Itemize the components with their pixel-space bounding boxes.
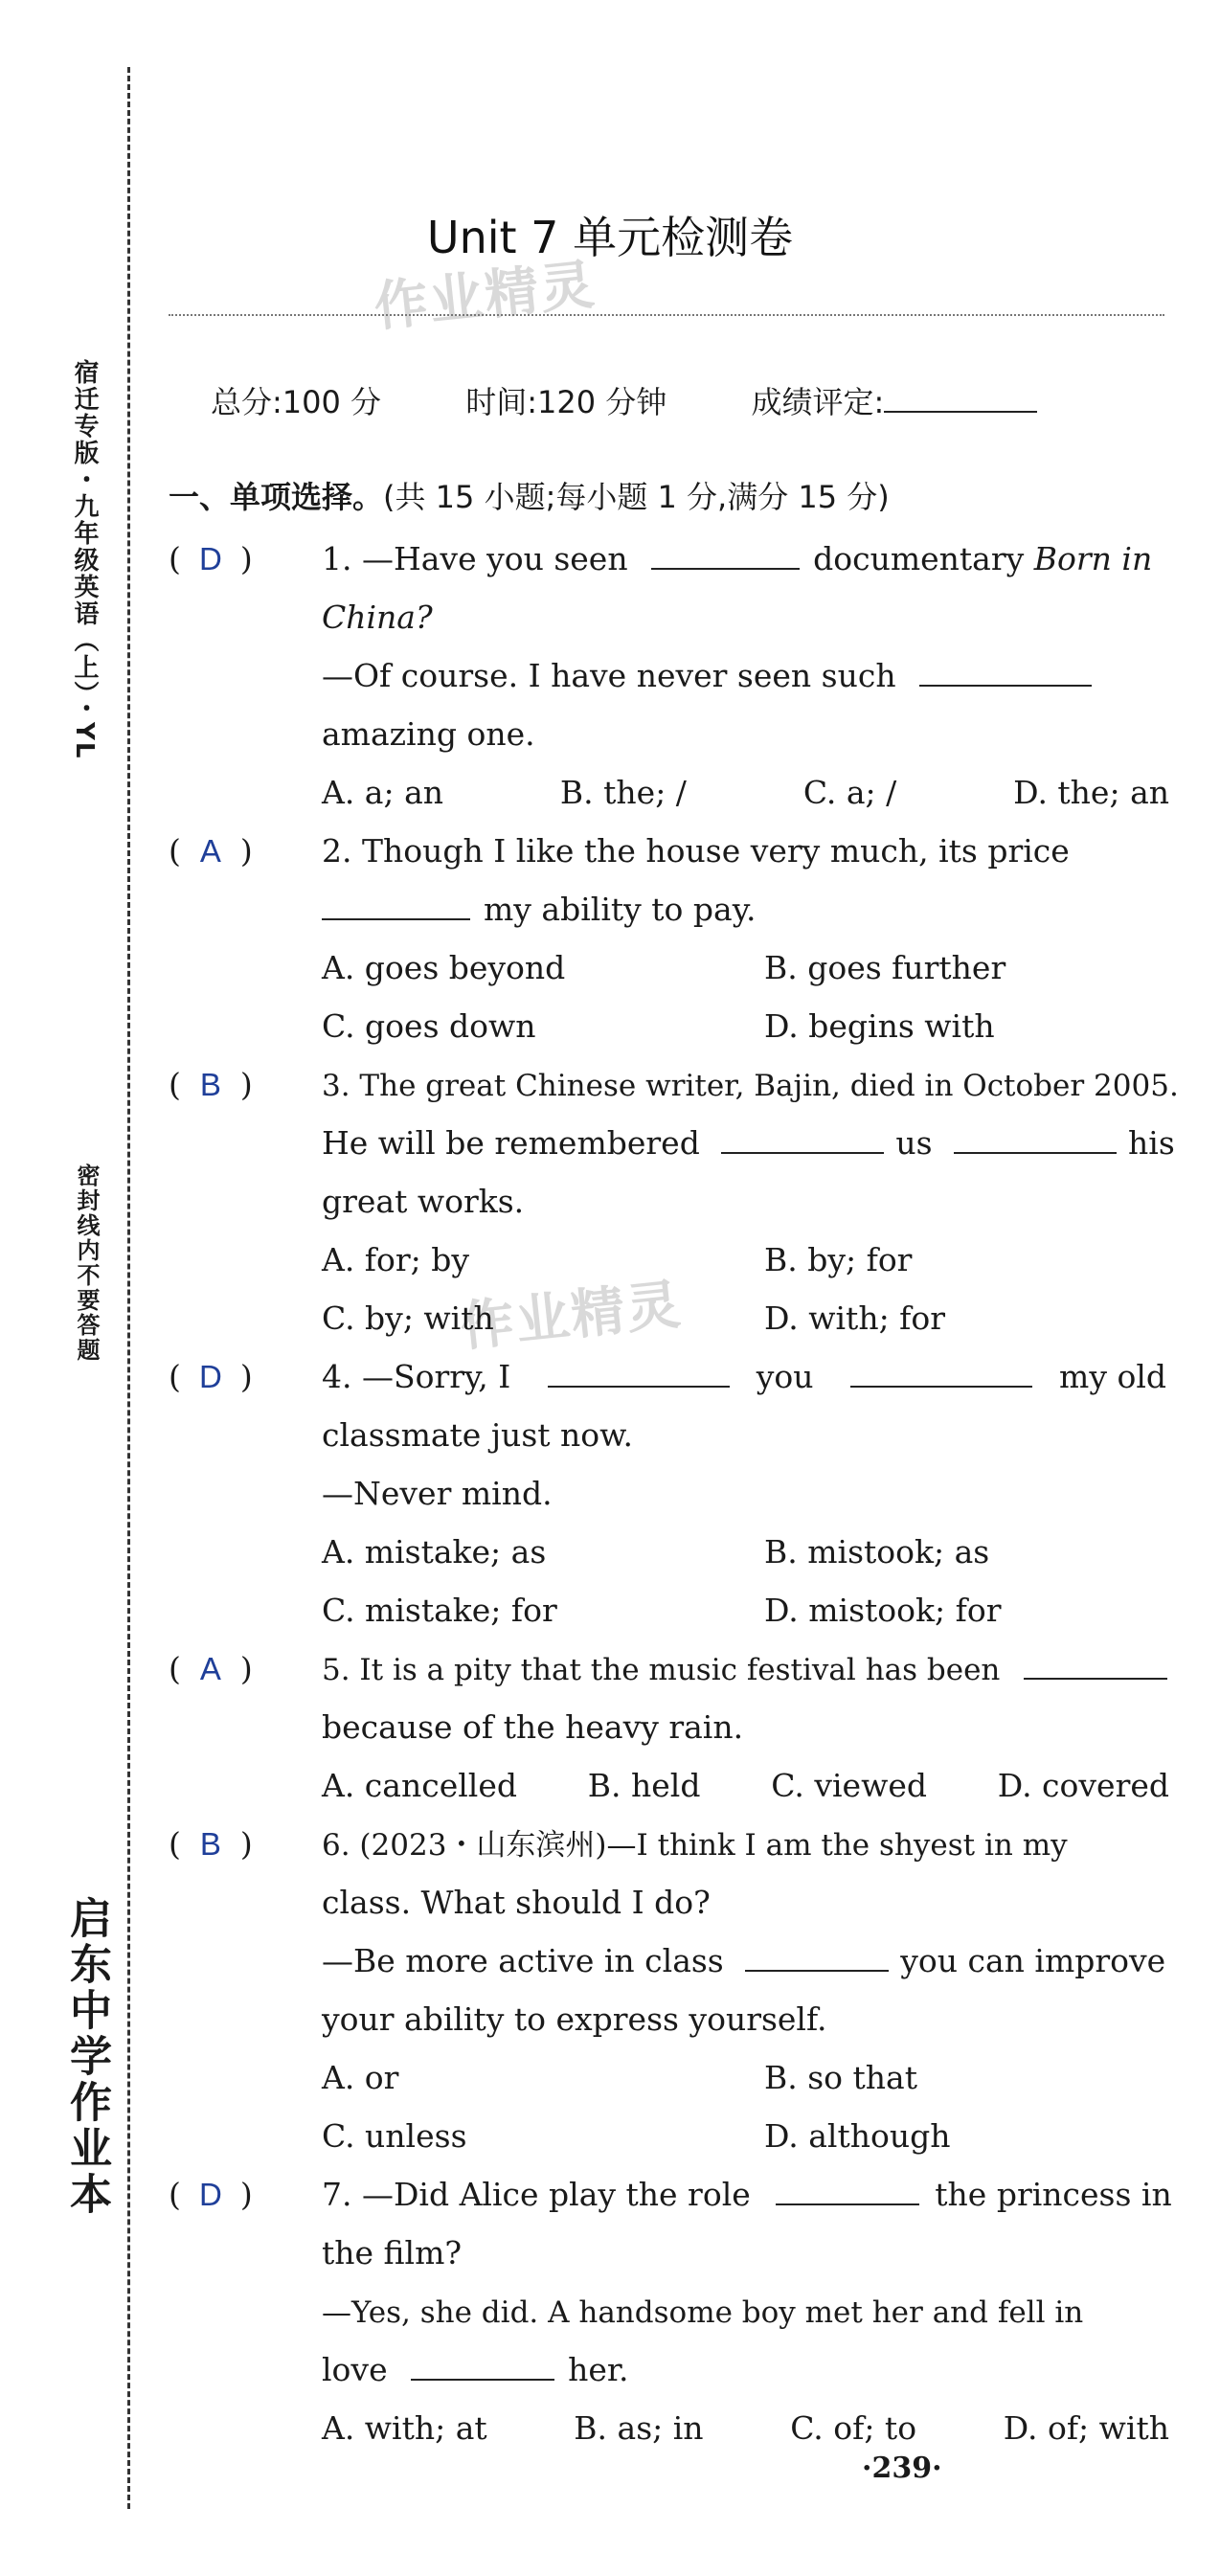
option-d[interactable]: D. the; an — [1013, 774, 1169, 811]
q2-blank[interactable] — [322, 892, 470, 920]
q4-blank-2[interactable] — [850, 1359, 1032, 1388]
option-c[interactable]: C. by; with — [322, 1299, 494, 1337]
q1-reply: —Of course. I have never seen such — [322, 657, 896, 694]
q6-blank[interactable] — [745, 1943, 889, 1972]
side-book-title: 启东中学作业本 — [56, 1896, 117, 2218]
q6-text-4: your ability to express yourself. — [322, 2000, 827, 2038]
option-c[interactable]: C. viewed — [771, 1767, 927, 1804]
option-c[interactable]: C. goes down — [322, 1007, 536, 1045]
option-c[interactable]: C. of; to — [790, 2409, 917, 2447]
option-b[interactable]: B. as; in — [574, 2409, 704, 2447]
q6-text-1: class. What should I do? — [322, 1884, 711, 1921]
q2-options-row2 — [169, 997, 1169, 1055]
q3-text-3: his — [1128, 1124, 1175, 1162]
grade-blank[interactable] — [884, 411, 1037, 413]
option-d[interactable]: D. mistook; for — [764, 1592, 1002, 1629]
q1-blank-2[interactable] — [919, 658, 1092, 687]
question-3: ( B ) 3. The great Chinese writer, Bajin, died in October 2005. He will be remembered us his great works. A. for; by B. by; for C. by; with D. with; for — [169, 1055, 1169, 1347]
q5-blank[interactable] — [1024, 1651, 1167, 1680]
answer-1: D — [198, 541, 222, 576]
option-d[interactable]: D. with; for — [764, 1299, 946, 1337]
q4-text-3: classmate just now. — [322, 1416, 633, 1454]
option-b[interactable]: B. mistook; as — [764, 1533, 990, 1570]
option-b[interactable]: B. goes further — [764, 949, 1006, 986]
option-a[interactable]: A. mistake; as — [322, 1533, 547, 1570]
time-limit: 时间:120 分钟 — [465, 384, 667, 420]
answer-2: A — [199, 833, 221, 869]
q7-blank-2[interactable] — [411, 2352, 554, 2381]
q1-italic: Born in — [1033, 540, 1153, 577]
q3-stem: 3. The great Chinese writer, Bajin, died in October 2005. — [322, 1069, 1179, 1103]
title-divider — [169, 314, 1164, 316]
total-score: 总分:100 分 — [211, 384, 382, 420]
page-number: ·239· — [862, 2452, 942, 2485]
watermark-middle: 作业精灵 — [457, 1274, 686, 1359]
question-6: ( B ) 6. (2023・山东滨州)—I think I am the shyest in my class. What should I do? —Be more active in class you can improve your ability to express yourself. A. or B. so that C. unless D. although — [169, 1815, 1169, 2165]
q7-text-4: her. — [568, 2351, 629, 2388]
question-1: ( D ) 1. —Have you seen documentary Born in China? —Of course. I have never seen such amazing one. A. a; an B. the; / C. a; / D. the; an — [169, 530, 1169, 822]
option-d[interactable]: D. of; with — [1003, 2409, 1169, 2447]
option-a[interactable]: A. goes beyond — [322, 949, 566, 986]
option-d[interactable]: D. covered — [997, 1767, 1169, 1804]
score-info-row — [211, 378, 1037, 422]
option-b[interactable]: B. the; / — [559, 774, 687, 811]
q4-stem: 4. —Sorry, I — [322, 1358, 511, 1395]
q2-stem: 2. Though I like the house very much, its price — [322, 832, 1070, 870]
q1-stem: 1. —Have you seen — [322, 540, 628, 577]
section-heading — [169, 473, 890, 517]
q3-options-row2 — [169, 1289, 1169, 1347]
option-c[interactable]: C. mistake; for — [322, 1592, 557, 1629]
option-c[interactable]: C. a; / — [802, 774, 897, 811]
question-7: ( D ) 7. —Did Alice play the role the princess in the film? —Yes, she did. A handsome boy met her and fell in love her. A. with; at B. as; in C. of; to D. of; with — [169, 2165, 1169, 2457]
q4-text-2: my old — [1059, 1358, 1167, 1395]
option-b[interactable]: B. by; for — [764, 1241, 913, 1278]
answer-5: A — [199, 1651, 221, 1686]
q4-options-row1 — [169, 1523, 1169, 1581]
q2-text: my ability to pay. — [484, 891, 757, 928]
q1-reply-end: amazing one. — [322, 715, 535, 753]
option-a[interactable]: A. a; an — [322, 774, 444, 811]
q4-text-1: you — [756, 1358, 814, 1395]
q4-reply: —Never mind. — [322, 1475, 553, 1512]
answer-7: D — [198, 2177, 222, 2212]
option-b[interactable]: B. held — [587, 1767, 701, 1804]
q7-blank-1[interactable] — [776, 2177, 919, 2205]
page-title: Unit 7 单元检测卷 — [426, 212, 794, 263]
answer-4: D — [198, 1359, 222, 1394]
option-a[interactable]: A. with; at — [322, 2409, 487, 2447]
q6-text-2: —Be more active in class — [322, 1942, 724, 1979]
side-series-label: 宿迁专版・九年级英语（上）・YL — [67, 359, 102, 759]
side-seal-notice: 密封线内不要答题 — [70, 1164, 103, 1363]
q2-options-row1 — [169, 938, 1169, 997]
option-a[interactable]: A. for; by — [322, 1241, 470, 1278]
answer-3: B — [199, 1067, 221, 1102]
q3-text-1: He will be remembered — [322, 1124, 700, 1162]
option-d[interactable]: D. although — [764, 2117, 951, 2155]
option-b[interactable]: B. so that — [764, 2059, 917, 2096]
option-a[interactable]: A. or — [322, 2059, 399, 2096]
q5-stem: 5. It is a pity that the music festival has been — [322, 1653, 1001, 1687]
section-title: 一、单项选择。 — [169, 479, 384, 515]
question-2: ( A ) 2. Though I like the house very much, its price my ability to pay. A. goes beyond B. goes further C. goes down D. begins with — [169, 822, 1169, 1055]
question-4: ( D ) 4. —Sorry, I you my old classmate just now. —Never mind. A. mistake; as B. mistook; as C. mistake; for D. mistook; for — [169, 1347, 1169, 1639]
answer-6: B — [199, 1826, 221, 1862]
q3-options-row1 — [169, 1231, 1169, 1289]
q6-stem: 6. (2023・山东滨州)—I think I am the shyest in my — [322, 1828, 1068, 1863]
watermark-top: 作业精灵 — [371, 254, 599, 339]
q1-options — [169, 763, 1169, 822]
q3-text-2: us — [895, 1124, 933, 1162]
option-a[interactable]: A. cancelled — [322, 1767, 517, 1804]
q3-text-4: great works. — [322, 1183, 525, 1220]
option-c[interactable]: C. unless — [322, 2117, 467, 2155]
binding-dashed-line — [127, 67, 130, 2509]
q7-text-2: the film? — [322, 2234, 463, 2271]
q6-options-row2 — [169, 2107, 1169, 2165]
q1-blank-1[interactable] — [651, 541, 800, 570]
q7-text-3: love — [322, 2351, 388, 2388]
q7-reply: —Yes, she did. A handsome boy met her and fell in — [322, 2295, 1084, 2330]
q7-stem: 7. —Did Alice play the role — [322, 2176, 751, 2213]
q5-options — [169, 1756, 1169, 1815]
q1-italic-2: China? — [322, 599, 433, 636]
q6-text-3: you can improve — [900, 1942, 1166, 1979]
section-rule: (共 15 小题;每小题 1 分,满分 15 分) — [383, 479, 890, 515]
q4-blank-1[interactable] — [548, 1359, 730, 1388]
q7-options — [169, 2399, 1169, 2457]
grade-label: 成绩评定: — [751, 384, 885, 420]
option-d[interactable]: D. begins with — [764, 1007, 995, 1045]
q6-options-row1 — [169, 2048, 1169, 2107]
q3-blank-2[interactable] — [954, 1125, 1117, 1154]
q3-blank-1[interactable] — [721, 1125, 884, 1154]
q1-text: documentary — [813, 540, 1025, 577]
q4-options-row2 — [169, 1581, 1169, 1639]
q7-text-1: the princess in — [935, 2176, 1172, 2213]
q5-text: because of the heavy rain. — [322, 1708, 744, 1746]
question-5: ( A ) 5. It is a pity that the music festival has been because of the heavy rain. A. cancelled B. held C. viewed D. covered — [169, 1639, 1169, 1815]
